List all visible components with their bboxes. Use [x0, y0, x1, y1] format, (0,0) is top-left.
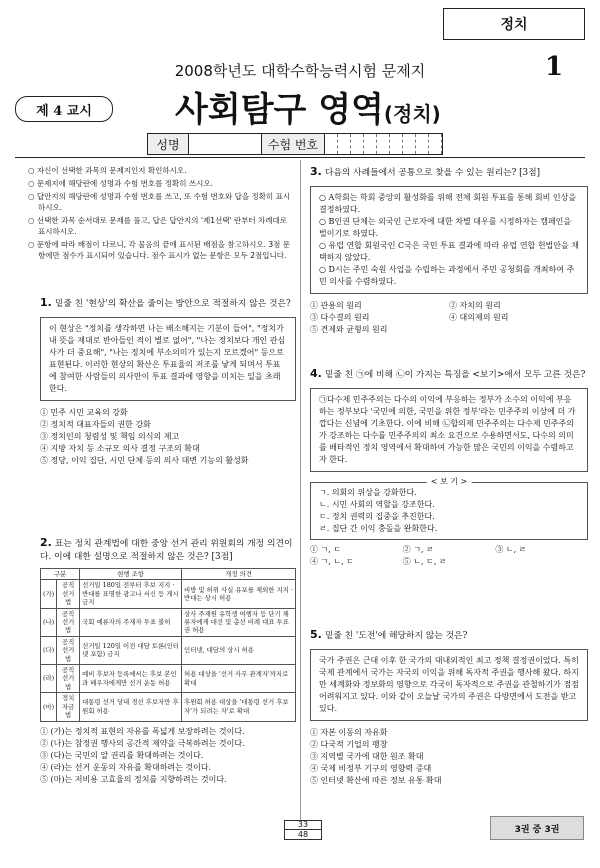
title-main: 사회탐구 영역	[175, 90, 384, 130]
cell: 공직 선거법	[57, 580, 80, 608]
options	[310, 727, 588, 787]
cell: 공직 선거법	[57, 608, 80, 636]
column-divider	[300, 160, 301, 820]
option[interactable]: ③ ㄴ, ㄹ	[495, 545, 527, 554]
case-item: ○ 유럽 연합 회원국인 C국은 국민 투표 결과에 따라 유럽 연합 헌법안을 채택하지 않았다.	[319, 241, 579, 262]
cell: (가)	[41, 580, 57, 608]
cell: 인터넷, 대담의 상시 허용	[182, 636, 296, 664]
period-badge: 제 4 교시	[15, 96, 113, 122]
option[interactable]: ① ㄱ, ㄷ	[310, 545, 342, 554]
option[interactable]: ② 다국적 기업의 팽창	[310, 740, 388, 749]
table-header: 개정 의견	[182, 569, 296, 580]
option[interactable]: ④ 대의제의 원리	[449, 313, 509, 322]
id-row	[147, 133, 443, 155]
cell: 공직 선거법	[57, 665, 80, 693]
id-cell[interactable]	[364, 134, 377, 154]
option[interactable]: ⑤ 정당, 이익 집단, 시민 단체 등의 의사 대변 기능의 활성화	[40, 456, 249, 465]
option[interactable]: ⑤ 견제와 균형의 원리	[310, 325, 388, 334]
bogi-item: ㄷ. 정치 권력의 집중을 추진한다.	[319, 512, 435, 521]
question-stem: 표는 정치 관계법에 대한 중앙 선거 관리 위원회의 개정 의견이다. 이에 대한 설명으로 적절하지 않은 것은? [3점]	[40, 539, 293, 562]
page-bottom: 48	[297, 830, 309, 839]
option[interactable]: ④ 지방 자치 등 소규모 의사 결정 구조의 확대	[40, 444, 200, 453]
passage-box: ㉠다수제 민주주의는 다수의 이익에 부응하는 정부가 소수의 이익에 부응하는 정부보다 '국민에 의한, 국민을 위한 정부'라는 민주주의 이상에 더 가깝다는 신념에 기초한다. 이에 비해 ㉡합의제 민주주의는 다수제 민주주의가 강조하는 다수를 민주주의의 최소 요건으로 수용하면서도, 다수의 의미를 배타적인 정치 영역에서 확대하여 가능한 많은 국민의 이익을 수렴하고자 한다.	[310, 388, 588, 472]
amendment-table	[40, 568, 296, 722]
cell: 공직 선거법	[57, 636, 80, 664]
instruction-item: ○ 답안지의 해당란에 성명과 수험 번호를 쓰고, 또 수험 번호와 답을 정확히 표시하시오.	[28, 192, 291, 212]
exam-title: 2008학년도 대학수학능력시험 문제지	[174, 62, 426, 80]
option[interactable]: ② 정치적 대표자들의 권한 강화	[40, 420, 151, 429]
bogi-item: ㄹ. 집단 간 이익 충돌을 완화한다.	[319, 524, 438, 533]
option[interactable]: ① 민주 시민 교육의 강화	[40, 408, 128, 417]
passage-box: 국가 주권은 근대 이후 한 국가의 대내외적인 최고 정책 결정권이었다. 특히 국제 관계에서 국가는 자국의 이익을 위해 독자적 주권을 행사해 왔다. 하지만 세계화와 정보화의 영향으로 각국이 독자적으로 주권을 관철하기가 점점 어려워지고 있다. 이와 같이 오늘날 국가의 주권은 다방면에서 도전을 받고 있다.	[310, 649, 588, 721]
cases-box	[310, 186, 588, 294]
page-number: 1	[545, 52, 564, 82]
table-header: 구분	[41, 569, 80, 580]
option[interactable]: ⑤ (마)는 저비용 고효율의 정치를 지향하려는 것이다.	[40, 774, 227, 784]
option[interactable]: ③ 지역별 국가에 대한 원조 확대	[310, 752, 424, 761]
cell: 상사 주재원 유학생 여행자 등 단기 체류자에게 대선 및 총선 비례 대표 투표권 허용	[182, 608, 296, 636]
option[interactable]: ② ㄱ, ㄹ	[402, 545, 434, 554]
table-header: 현행 조항	[80, 569, 182, 580]
question-number: 3.	[310, 165, 322, 178]
option[interactable]: ③ 정치인의 청렴성 및 책임 의식의 제고	[40, 432, 180, 441]
table-row	[41, 693, 296, 721]
option[interactable]: ① 자본 이동의 자유화	[310, 728, 388, 737]
question-number: 2.	[40, 536, 52, 549]
id-cell[interactable]	[377, 134, 390, 154]
cell: 예비 후보자 등록에서는 후보 본인과 배우자에게만 선거 운동 허용	[80, 665, 182, 693]
cell: 비방 및 허위 사실 유포를 제외한 지지 · 반대는 상시 허용	[182, 580, 296, 608]
title-sub: (정치)	[383, 102, 441, 126]
passage-box: 이 현상은 "정치를 생각하면 나는 배소해지는 기분이 들어", "정치가 내 뜻을 제대로 반아들인 적이 별로 없어", "나는 정치보다 개인 관심사가 더 중요해", "나는 정치에 부소의미가 있는지 모르겠어" 등으로 표현된다. 이러한 현상의 확산은 투표율의 저조를 낳게 되며서 투표에 참여한 사람들의 의사만이 투표 결과에 영향을 미치는 일을 초래한다.	[40, 317, 296, 401]
id-cell[interactable]	[390, 134, 403, 154]
question-4	[310, 367, 588, 568]
option[interactable]: ⑤ 인터넷 확산에 따른 정보 유통 확대	[310, 776, 442, 785]
option[interactable]: ⑤ ㄴ, ㄷ, ㄹ	[402, 557, 447, 566]
options	[40, 407, 296, 467]
option[interactable]: ① 관용의 원리	[310, 301, 362, 310]
question-2	[40, 536, 296, 786]
case-item: ○ B인권 단체는 외국인 근로자에 대한 차별 대우를 시정하자는 캠페인을 벌이기로 하였다.	[319, 217, 572, 238]
table-row	[41, 665, 296, 693]
question-1	[40, 296, 296, 467]
bogi-box	[310, 477, 588, 540]
option[interactable]: ④ 국제 비정부 기구의 영향력 증대	[310, 764, 432, 773]
options	[310, 300, 588, 336]
question-number: 5.	[310, 628, 322, 641]
page-counter	[284, 820, 322, 840]
id-cell[interactable]	[351, 134, 364, 154]
case-item: ○ D시는 주민 숙원 사업을 수립하는 과정에서 주민 공청회를 개최하여 주민 의사를 수렴하였다.	[319, 265, 575, 286]
question-5	[310, 628, 588, 787]
id-cell[interactable]	[338, 134, 351, 154]
case-item: ○ A학회는 학회 중앙의 활성화를 위해 전체 회원 투표를 통해 회비 인상을 결정하였다.	[319, 193, 577, 214]
cell: (마)	[41, 693, 57, 721]
bogi-label: < 보 기 >	[427, 476, 472, 488]
table-row	[41, 636, 296, 664]
page-title	[175, 82, 441, 131]
option[interactable]: ④ ㄱ, ㄴ, ㄷ	[310, 557, 354, 566]
subject-label: 정치	[500, 17, 528, 33]
cell: 선거일 120일 이전 대담 토론(인터넷 포함) 금지	[80, 636, 182, 664]
id-cell[interactable]	[403, 134, 416, 154]
cell: (다)	[41, 636, 57, 664]
id-cell[interactable]	[429, 134, 442, 154]
id-cell[interactable]	[325, 134, 338, 154]
option[interactable]: ③ 다수결의 원리	[310, 313, 370, 322]
page-top: 33	[285, 821, 321, 830]
table-row	[41, 608, 296, 636]
question-stem: 밑줄 친 '현상'의 확산을 줄이는 방안으로 적절하지 않은 것은?	[54, 299, 291, 309]
instruction-item: ○ 문제지에 해당란에 성명과 수험 번호를 정확히 쓰시오.	[28, 179, 214, 188]
cell: 선거일 180일 전부터 후보 지지 · 반대를 표명한 광고나 서신 등 게시 금지	[80, 580, 182, 608]
subject-box	[443, 8, 585, 40]
cell: (나)	[41, 608, 57, 636]
option[interactable]: ② (나)는 참정권 행사의 공간적 제약을 극복하려는 것이다.	[40, 738, 245, 748]
instructions	[28, 165, 293, 263]
option[interactable]: ① (가)는 정치적 표현의 자유를 폭넓게 보장하려는 것이다.	[40, 726, 245, 736]
set-badge: 3권 중 3권	[490, 816, 584, 840]
name-label: 성명	[148, 134, 189, 154]
instruction-item: ○ 자신이 선택한 과목의 문제지인지 확인하시오.	[28, 166, 187, 175]
cell: 대통령 선거 당내 경선 후보자만 후원회 허용	[80, 693, 182, 721]
options	[310, 544, 588, 568]
cell: 후원회 허용 대상을 '대통령 선거 후보자'가 되려는 자'로 확대	[182, 693, 296, 721]
instruction-item: ○ 문항에 따라 배점이 다르니, 각 물음의 끝에 표시된 배점을 참고하시오. 3점 문항에만 점수가 표시되어 있습니다. 점수 표시가 없는 문항은 모두 2점입니다.	[28, 240, 291, 260]
question-stem: 밑줄 친 '도전'에 해당하지 않는 것은?	[324, 631, 468, 641]
cell: 허용 대상을 '선거 사무 관계자'까지로 확대	[182, 665, 296, 693]
cell: 정치 자금법	[57, 693, 80, 721]
cell: (라)	[41, 665, 57, 693]
question-number: 4.	[310, 367, 322, 380]
option[interactable]: ④ (라)는 선거 운동의 자유를 확대하려는 것이다.	[40, 762, 212, 772]
question-stem: 다음의 사례들에서 공통으로 찾을 수 있는 원리는? [3점]	[324, 168, 541, 178]
cell: 국회 예류자의 주재자 투표 불허	[80, 608, 182, 636]
bogi-item: ㄱ. 의회의 위상을 강화한다.	[319, 488, 417, 497]
question-stem: 밑줄 친 ㉠에 비해 ㉡이 가지는 특징을 <보기>에서 모두 고른 것은?	[324, 370, 586, 380]
question-3	[310, 165, 588, 336]
bogi-item: ㄴ. 시민 사회의 역할을 강조한다.	[319, 500, 435, 509]
option[interactable]: ③ (다)는 국민의 알 권리를 확대하려는 것이다.	[40, 750, 204, 760]
id-label: 수험 번호	[262, 134, 325, 154]
id-cell[interactable]	[416, 134, 429, 154]
question-number: 1.	[40, 296, 52, 309]
instruction-item: ○ 선택한 과목 순서대로 문제를 풀고, 답은 답안지의 '제1선택' 란부터 차례대로 표시하시오.	[28, 216, 288, 236]
table-row	[41, 580, 296, 608]
option[interactable]: ② 자치의 원리	[449, 301, 501, 310]
divider	[15, 157, 585, 158]
options	[40, 726, 296, 786]
name-field[interactable]	[189, 134, 262, 154]
